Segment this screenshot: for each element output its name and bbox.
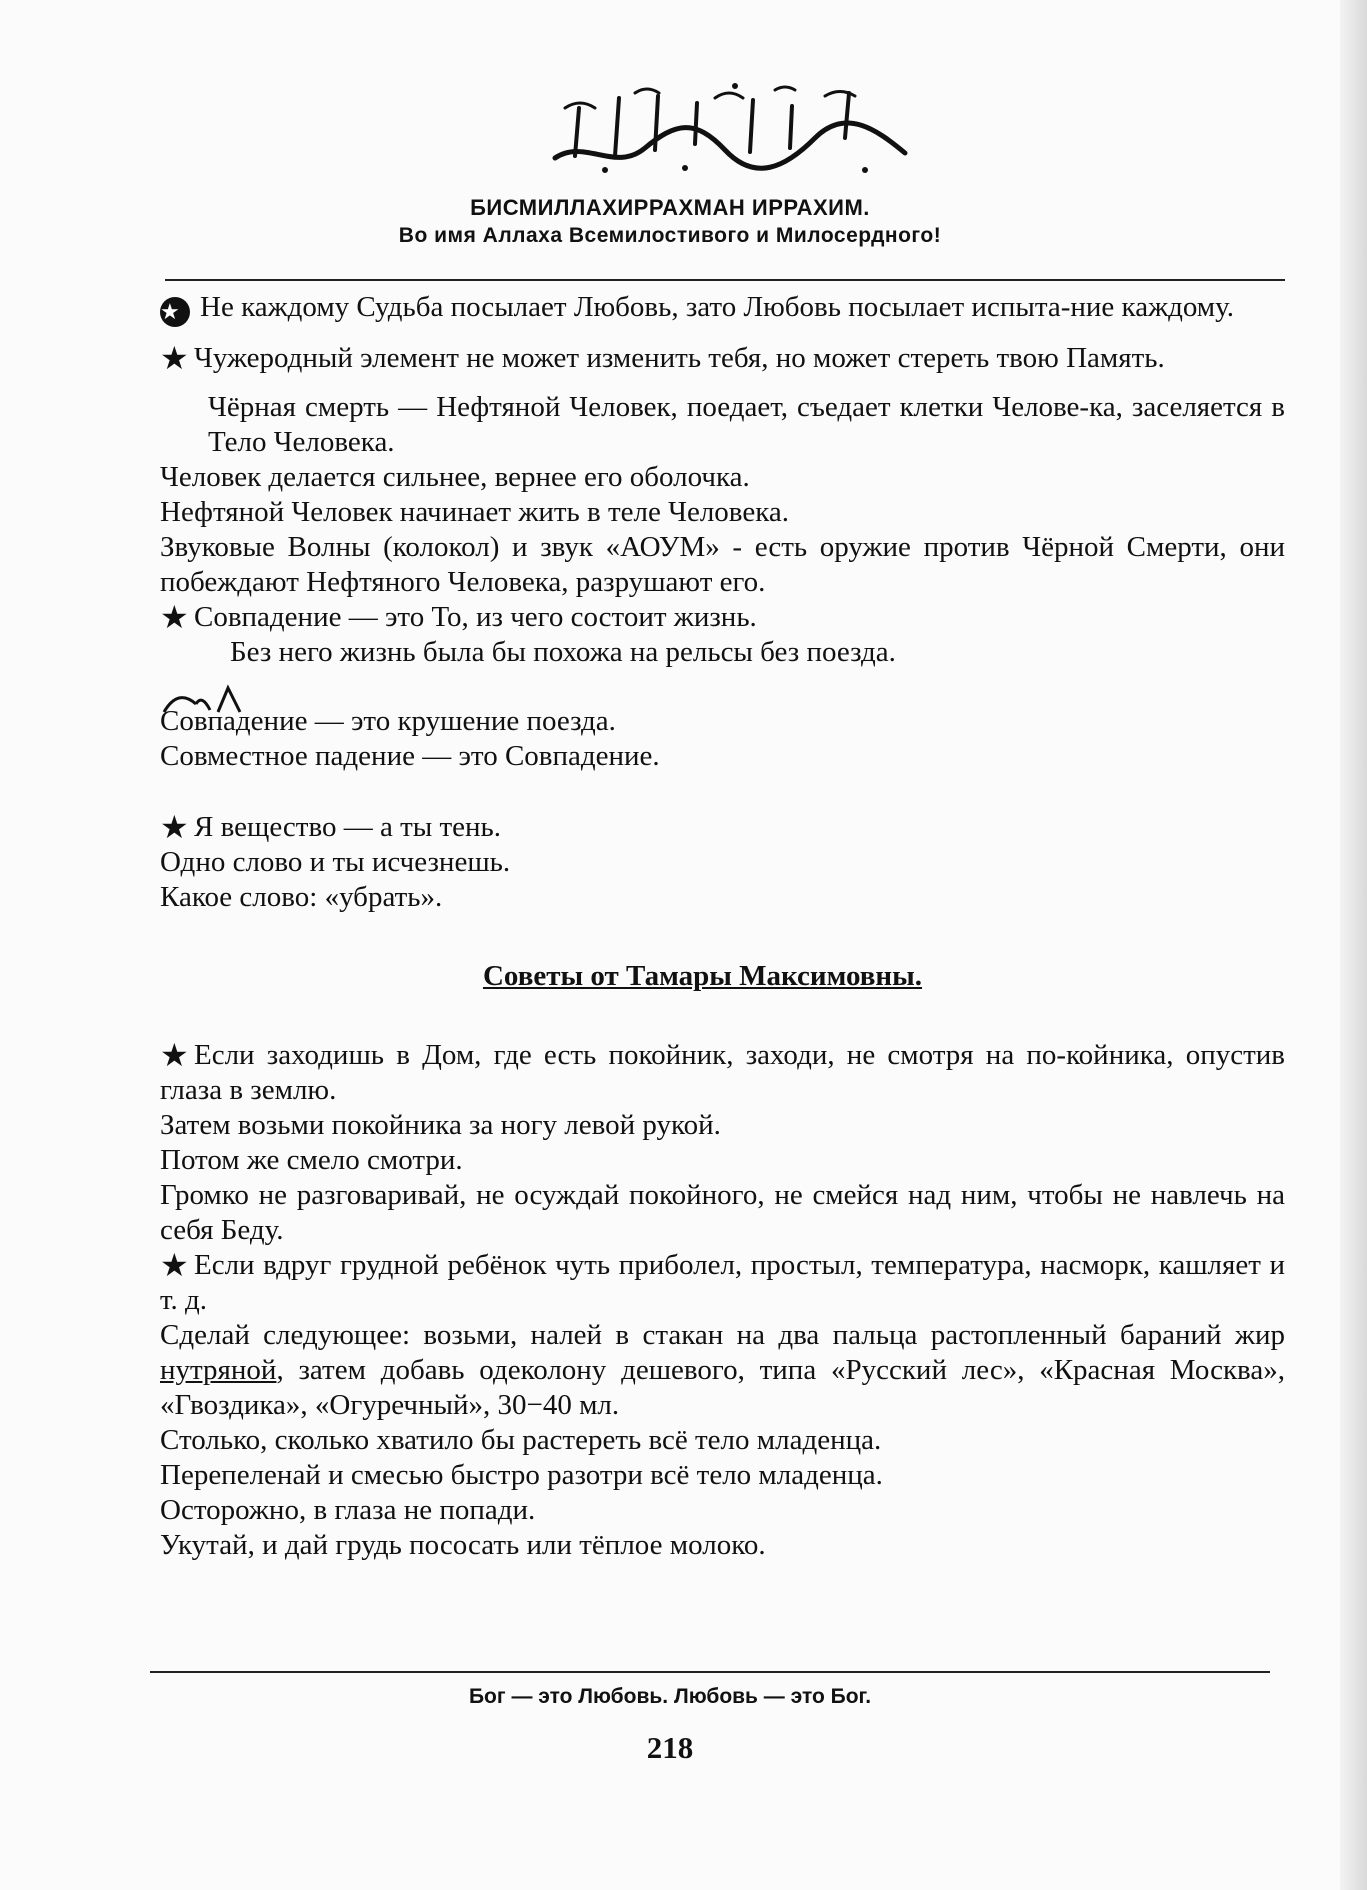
paragraph: Укутай, и дай грудь пососать или тёплое молоко. — [160, 1529, 766, 1561]
body-text — [160, 290, 1285, 1563]
paragraph: ★ Совпадение — это То, из чего состоит жизнь. — [160, 599, 757, 635]
paragraph: Чёрная смерть — Нефтяной Человек, поедает, съедает клетки Челове-ка, заселяется в Тело Человека. — [208, 391, 1285, 458]
black-star-icon: ★ — [160, 1247, 189, 1283]
page-number: 218 — [646, 1730, 694, 1765]
paragraph: Перепеленай и смесью быстро разотри всё тело младенца. — [160, 1459, 883, 1491]
black-star-icon: ★ — [160, 1037, 189, 1073]
paragraph: Громко не разговаривай, не осуждай покойного, не смейся над ним, чтобы не навлечь на себя Беду. — [160, 1179, 1285, 1246]
header-divider — [165, 279, 1285, 281]
paragraph: ★ Не каждому Судьба посылает Любовь, зато Любовь посылает испыта-ние каждому. — [160, 290, 1285, 327]
paragraph: ★ Чужеродный элемент не может изменить тебя, но может стереть твою Память. — [160, 340, 1165, 376]
page-edge — [1340, 0, 1367, 1890]
paragraph: Осторожно, в глаза не попади. — [160, 1494, 536, 1526]
paragraph: Столько, сколько хватило бы растереть всё тело младенца. — [160, 1424, 882, 1456]
paragraph: Совместное падение — это Совпадение. — [160, 740, 660, 772]
paragraph: Одно слово и ты исчезнешь. — [160, 846, 511, 878]
underlined-word: нутряной — [160, 1354, 277, 1386]
paragraph: Потом же смело смотри. — [160, 1144, 463, 1176]
paragraph: Сделай следующее: возьми, налей в стакан на два пальца растопленный бараний жир нутряной, затем добавь одеколону дешевого, типа «Русский лес», «Красная Москва», «Гвоздика», «Огуречный», 30−40 мл. — [160, 1319, 1285, 1421]
black-star-icon: ★ — [160, 340, 189, 376]
paragraph: Затем возьми покойника за ногу левой рукой. — [160, 1109, 721, 1141]
paragraph: Какое слово: «убрать». — [160, 881, 443, 913]
footer-motto: Бог — это Любовь. Любовь — это Бог. — [468, 1685, 872, 1708]
paragraph: Без него жизнь была бы похожа на рельсы без поезда. — [230, 636, 896, 668]
paragraph: Человек делается сильнее, вернее его оболочка. — [160, 461, 750, 493]
paragraph: ★ Если вдруг грудной ребёнок чуть приболел, простыл, температура, насморк, кашляет и т. д. — [160, 1247, 1285, 1316]
paragraph: ★ Если заходишь в Дом, где есть покойник, заходи, не смотря на по-койника, опустив глаза в землю. — [160, 1037, 1285, 1106]
circled-star-icon: ★ — [160, 297, 190, 327]
basmala-calligraphy — [545, 78, 915, 178]
section-heading: Советы от Тамары Максимовны. — [482, 960, 923, 992]
header-subtitle: Во имя Аллаха Всемилостивого и Милосердного! — [398, 224, 942, 247]
header-title: БИСМИЛЛАХИРРАХМАН ИРРАХИМ. — [470, 195, 870, 220]
footer-divider — [150, 1671, 1270, 1673]
paragraph: Совпадение — это крушение поезда. — [160, 705, 616, 737]
paragraph: Звуковые Волны (колокол) и звук «АОУМ» - есть оружие против Чёрной Смерти, они побеждают Нефтяного Человека, разрушают его. — [160, 531, 1285, 598]
paragraph: ★ Я вещество — а ты тень. — [160, 809, 502, 845]
paragraph: Нефтяной Человек начинает жить в теле Человека. — [160, 496, 789, 528]
black-star-icon: ★ — [160, 809, 189, 845]
black-star-icon: ★ — [160, 599, 189, 635]
